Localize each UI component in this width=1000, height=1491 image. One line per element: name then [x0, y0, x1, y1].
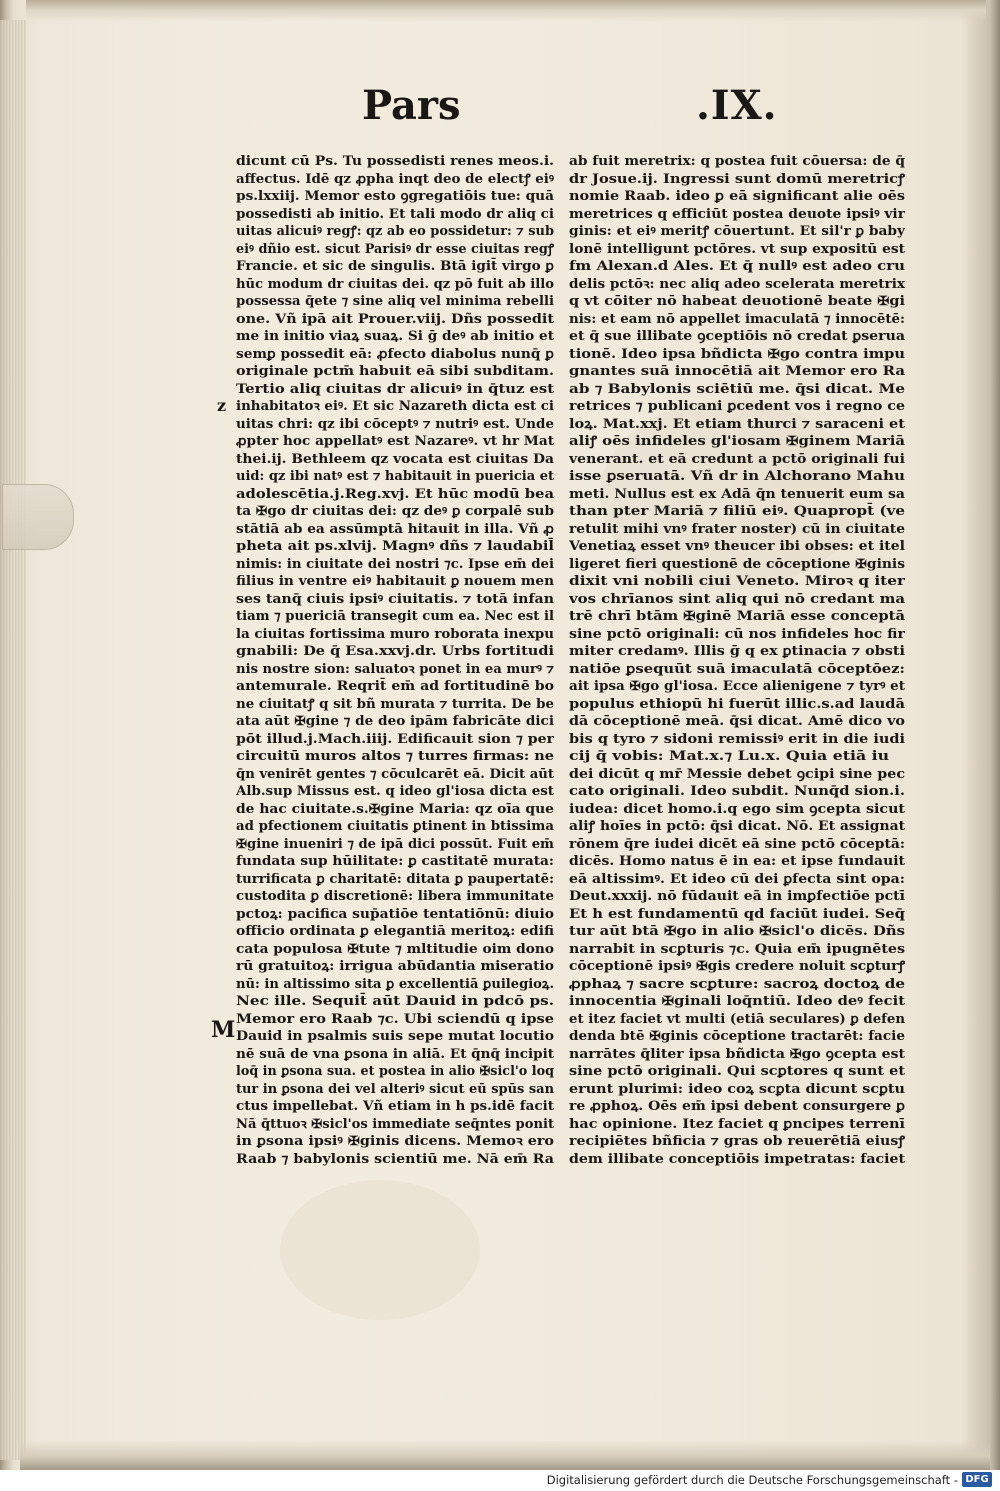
text-line: filius in ventre eiꝰ habitauit ꝑ nouem men — [236, 573, 554, 588]
text-line: populus ethiopū hi fuerūt illic.s.ad laudā — [569, 695, 905, 711]
text-line: retulit mihi vnꝰ frater noster) cū in ciuitate — [569, 520, 905, 536]
text-line: Dauid in psalmis suis sepe mutat locutio — [236, 1028, 554, 1043]
text-line: cōceptionē ipsiꝰ ✠gis credere noluit scꝑturꝭ — [569, 958, 905, 973]
text-column-right — [569, 152, 905, 1167]
text-line: gnantes suā innocētiā ait Memor ero Ra — [569, 363, 905, 378]
text-line: thei.ij. Bethleem qz vocata est ciuitas Da — [236, 450, 554, 466]
text-line: innocentia ✠ginali loq̄ntiū. Ideo deꝰ fecit — [569, 993, 905, 1008]
text-line: pheta ait ps.xlvij. Magnꝰ dñs ⁊ laudabil̄ — [236, 538, 554, 553]
text-line: semꝑ possedit eā: ꝓfecto diabolus nunq̄ ꝑ — [236, 345, 554, 361]
text-line: stātiā ab ea assūmptā hitauit in illa. Vñ ꝓ — [236, 520, 554, 536]
text-line: Francie. et sic de singulis. Btā igit̄ virgo ꝑ — [236, 258, 554, 273]
text-line: cata populosa ✠tute ⁊ mltitudie oim dono — [236, 940, 554, 956]
text-line: et q̄ sue illibate ꝯceptiōis nō credat ꝑserua — [569, 328, 905, 343]
text-line: tiam ⁊ puericiā transegit cum ea. Nec est il — [236, 608, 554, 623]
text-line: fm Alexan.d Ales. Et q̄ nullꝰ est adeo cru — [569, 258, 905, 273]
text-line: recipiētes bñficia ⁊ gras ob reuerētiā eiusꝭ — [569, 1133, 905, 1148]
text-line: turrificata ꝑ charitatē: ditata ꝑ paupertatē: — [236, 870, 554, 886]
text-line: fundata sup hūilitate: ꝑ castitatē murata: — [236, 853, 554, 868]
text-line: Raab ⁊ babylonis scientiū me. Nā em̄ Ra — [236, 1150, 554, 1166]
text-line: denda btē ✠ginis cōceptione tractarēt: facie — [569, 1028, 905, 1043]
text-line: de hac ciuitate.s.✠gine Maria: qz oīa que — [236, 800, 554, 816]
text-line: ctus impellebat. Vñ etiam in h ps.idē facit — [236, 1098, 554, 1113]
text-line: natiōe ꝑsequūt suā imaculatā cōceptōez: — [569, 660, 905, 676]
text-line: et itez faciet vt multi (etiā seculares) ꝑ defen — [569, 1010, 905, 1026]
text-line: custodita ꝑ discretionē: libera immunitate — [236, 888, 554, 903]
text-line: ses tanq̄ ciuis ipsiꝰ ciuitatis. ⁊ totā infan — [236, 590, 554, 606]
marginal-initial: M — [211, 1017, 236, 1043]
text-line: originale pctm̄ habuit eā sibi subditam. — [236, 363, 554, 378]
text-line: dei dicūt q mr̄ Messie debet ꝯcipi sine pec — [569, 765, 905, 781]
text-line: Deut.xxxij. nō fūdauit eā in imꝑfectiōe pctī — [569, 888, 905, 903]
text-line: trē chrī btām ✠ginē Mariā esse conceptā — [569, 608, 905, 623]
text-line: narrātes q̄liter ipsa bñdicta ✠go ꝯcepta est — [569, 1045, 905, 1061]
text-line: nis nostre sion: saluatoꝛ ponet in ea murꝰ ⁊ — [236, 660, 554, 676]
text-line: re ꝓphoꝝ. Oēs em̄ ipsi debent consurgere ꝑ — [569, 1098, 905, 1113]
text-line: me in initio viaꝝ suaꝝ. Si ḡ deꝰ ab initio et — [236, 328, 554, 343]
text-line: ps.lxxiij. Memor esto ꝯgregatiōis tue: quā — [236, 188, 554, 203]
text-line: possedisti ab initio. Et tali modo dr aliq ci — [236, 205, 554, 221]
text-line: aliꝭ oēs infideles gl'iosam ✠ginem Mariā — [569, 433, 905, 448]
text-line: ꝓpter hoc appellatꝰ est Nazareꝰ. vt hr Mat — [236, 433, 554, 448]
text-line: antemurale. Reqrit̄ em̄ ad fortitudinē bo — [236, 678, 554, 693]
text-line: than pter Mariā ⁊ filiū eiꝰ. Quapropt̄ (ve — [569, 503, 905, 518]
text-line: la ciuitas fortissima muro roborata inexpu — [236, 625, 554, 641]
text-line: venerant. et eā credunt a pctō originali fui — [569, 450, 905, 466]
text-line: retrices ⁊ publicani ꝑcedent vos i regno ce — [569, 398, 905, 413]
text-line: uitas alicuiꝰ regꝭ: qz ab eo possidetur: ⁊ sub — [236, 223, 554, 238]
text-line: uid: qz ibi natꝰ est ⁊ habitauit in puericia et — [236, 468, 554, 483]
text-line: affectus. Idē qz ꝓpha inqt deo de electꝭ eiꝰ — [236, 170, 554, 186]
text-line: q̄n venirēt gentes ⁊ cōculcarēt eā. Dicit aūt — [236, 765, 554, 781]
text-line: isse ꝑseruatā. Vñ dr in Alchorano Mahu — [569, 468, 905, 483]
text-line: iudea: dicet homo.i.q ego sim ꝯcepta sicut — [569, 800, 905, 816]
text-line: Venetiaꝝ esset vnꝰ theucer ibi obses: et itel — [569, 538, 905, 553]
text-line: ab fuit meretrix: q postea fuit cōuersa: de q̄ — [569, 153, 905, 168]
text-line: circuitū muros altos ⁊ turres firmas: ne — [236, 748, 554, 763]
text-line: adolescētia.j.Reg.xvj. Et hūc modū bea — [236, 485, 554, 501]
text-line: uitas chri: qz ibi cōceptꝰ ⁊ nutriꝰ est. Unde — [236, 415, 554, 431]
text-line: Nā q̄ttuoꝛ ✠sicl'os immediate seq̄ntes ponit — [236, 1115, 554, 1131]
paper-stain — [280, 1180, 480, 1320]
text-line: Et h est fundamentū qd faciūt iudei. Seq̄ — [569, 905, 905, 921]
text-line: vos chrīanos sint aliq qui nō credant ma — [569, 590, 905, 606]
text-line: ad pfectionem ciuitatis ꝑtinent in btissima — [236, 818, 554, 833]
text-line: dicunt cū Ps. Tu possedisti renes meos.i. — [236, 153, 554, 168]
text-line: miter credamꝰ. Illis ḡ q ex ꝑtinacia ⁊ obsti — [569, 643, 905, 658]
text-line: dā cōceptionē meā. q̄si dicat. Amē dico vo — [569, 713, 905, 728]
text-line: possessa q̄ete ⁊ sine aliq vel minima rebelli — [236, 293, 554, 308]
page-clip-tab — [2, 484, 74, 550]
text-column-left — [236, 152, 554, 1167]
text-line: nē suā de vna ꝑsona in aliā. Et q̄nq̄ incipit — [236, 1045, 554, 1061]
running-head-left: Pars — [362, 82, 461, 129]
page-edge-bottom — [20, 1440, 990, 1470]
page-edge-top — [26, 0, 986, 22]
text-line: hūc modum dr ciuitas dei. qz pō fuit ab illo — [236, 275, 554, 291]
text-line: nū: in altissimo sita ꝑ excellentiā ꝑuilegioꝝ. — [236, 975, 554, 991]
text-line: lonē intelligunt pctōres. vt sup expositū est — [569, 240, 905, 256]
marginal-note: z — [217, 396, 227, 415]
text-line: Tertio aliq ciuitas dr alicuiꝰ in q̄tuz est — [236, 380, 554, 396]
text-line: ꝓphaꝝ ⁊ sacre scꝑture: sacroꝝ doctoꝝ de — [569, 975, 905, 991]
text-line: officio ordinata ꝑ elegantiā meritoꝝ: edifi — [236, 923, 554, 938]
text-line: erunt plurimi: ideo coꝝ scꝑta dicunt scꝑtu — [569, 1080, 905, 1096]
text-line: loꝝ. Mat.xxj. Et etiam thurci ⁊ saraceni et — [569, 415, 905, 431]
text-line: q vt cōiter nō habeat deuotionē beate ✠gi — [569, 293, 905, 308]
text-line: ginis: et eiꝰ meritꝭ cōuertunt. Et sil'r ꝑ baby — [569, 223, 905, 238]
text-line: ta ✠go dr ciuitas dei: qz deꝰ ꝑ corpalē sub — [236, 503, 554, 518]
text-line: hac opinione. Itez faciet q ꝑncipes terrenī — [569, 1115, 905, 1131]
dfg-logo: DFG — [962, 1472, 992, 1487]
text-line: ata aūt ✠gine ⁊ de deo ipām fabricāte dici — [236, 713, 554, 728]
text-line: Alb.sup Missus est. q ideo gl'iosa dicta est — [236, 783, 554, 798]
text-line: gnabili: De q̄ Esa.xxvj.dr. Urbs fortitudi — [236, 643, 554, 658]
text-line: rōnem q̄re iudei dicēt eā sine pctō cōceptā: — [569, 835, 905, 851]
text-line: one. Vñ ipā ait Prouer.viij. Dñs possedit — [236, 310, 554, 326]
text-line: bis q tyro ⁊ sidoni remissiꝰ erit in die iudi — [569, 730, 905, 746]
text-line: sine pctō originali: cū nos infideles hoc fir — [569, 625, 905, 641]
text-line: eiꝰ dñio est. sicut Parisiꝰ dr esse ciuitas regꝭ — [236, 240, 554, 256]
text-line: nimis: in ciuitate dei nostri ⁊c. Ipse em̄ dei — [236, 555, 554, 571]
text-line: ait ipsa ✠go gl'iosa. Ecce alienigene ⁊ tyrꝰ et — [569, 678, 905, 693]
text-line: Memor ero Raab ⁊c. Ubi sciendū q ipse — [236, 1010, 554, 1026]
text-line: cij q̄ vobis: Mat.x.⁊ Lu.x. Quia etiā iu — [569, 748, 890, 763]
text-line: delis pctōꝛ: nec aliq adeo scelerata meretrix — [569, 275, 905, 291]
text-line: aliꝭ hoīes in pctō: q̄si dicat. Nō. Et assignat — [569, 818, 905, 833]
text-line: narrabit in scꝑturis ⁊c. Quia em̄ ipugnētes — [569, 940, 905, 956]
text-line: pctoꝝ: pacifica sup̄atiōe tentatiōnū: diuio — [236, 905, 554, 921]
text-line: ligeret fieri questionē de cōceptione ✠ginis — [569, 555, 905, 571]
text-line: dem illibate conceptiōis impetratas: faciet — [569, 1150, 905, 1166]
text-line: sine pctō originali. Qui scꝑtores q sunt et — [569, 1063, 905, 1078]
text-line: ne ciuitatꝭ q sit bñ murata ⁊ turrita. De be — [236, 695, 554, 711]
text-line: tur aūt btā ✠go in alio ✠sicl'o dicēs. Dñs — [569, 923, 905, 938]
text-line: nomie Raab. ideo ꝑ eā significant alie oēs — [569, 188, 905, 203]
page-edge-left — [0, 20, 26, 1460]
text-line: meretrices q efficiūt postea deuote ipsiꝰ vir — [569, 205, 905, 221]
text-line: nis: et eam nō appellet imaculatā ⁊ innocētē: — [569, 310, 905, 326]
text-line: in ꝑsona ipsiꝰ ✠ginis dicens. Memoꝛ ero — [236, 1133, 554, 1148]
footer-credit: Digitalisierung gefördert durch die Deutsche Forschungsgemeinschaft - — [546, 1473, 958, 1487]
text-line: ✠gine inueniri ⁊ de ipā dici possūt. Fuit em̄ — [236, 835, 554, 851]
text-line: cato originali. Ideo subdit. Nunq̄d sion.i. — [569, 783, 905, 798]
text-line: Nec ille. Sequit̄ aūt Dauid in pdcō ps. — [236, 993, 554, 1008]
text-line: pōt illud.j.Mach.iiij. Edificauit sion ⁊ per — [236, 730, 554, 746]
text-line: tionē. Ideo ipsa bñdicta ✠go contra impu — [569, 345, 905, 361]
text-line: dixit vni nobili ciui Veneto. Miroꝛ q iter — [569, 573, 905, 588]
text-line: inhabitatoꝛ eiꝰ. Et sic Nazareth dicta est ci — [236, 398, 554, 413]
text-line: meti. Nullus est ex Adā q̄n tenuerit eum sa — [569, 485, 905, 501]
text-line: ab ⁊ Babylonis sciētiū me. q̄si dicat. Me — [569, 380, 905, 396]
text-line: dicēs. Homo natus ē in ea: et ipse fundauit — [569, 853, 905, 868]
text-line: dr Josue.ij. Ingressi sunt domū meretricꝭ — [569, 170, 905, 186]
text-line: rū gratuitoꝝ: irrigua abūdantia miseratio — [236, 958, 554, 973]
text-line: tur in ꝑsona dei vel alteriꝰ sicut eū spūs san — [236, 1080, 554, 1096]
text-line: loq̄ in ꝑsona sua. et postea in alio ✠sicl'o loq — [236, 1063, 554, 1078]
text-line: eā altissimꝰ. Et ideo cū dei ꝑfecta sint opa: — [569, 870, 905, 886]
running-head-right: .IX. — [696, 82, 778, 129]
